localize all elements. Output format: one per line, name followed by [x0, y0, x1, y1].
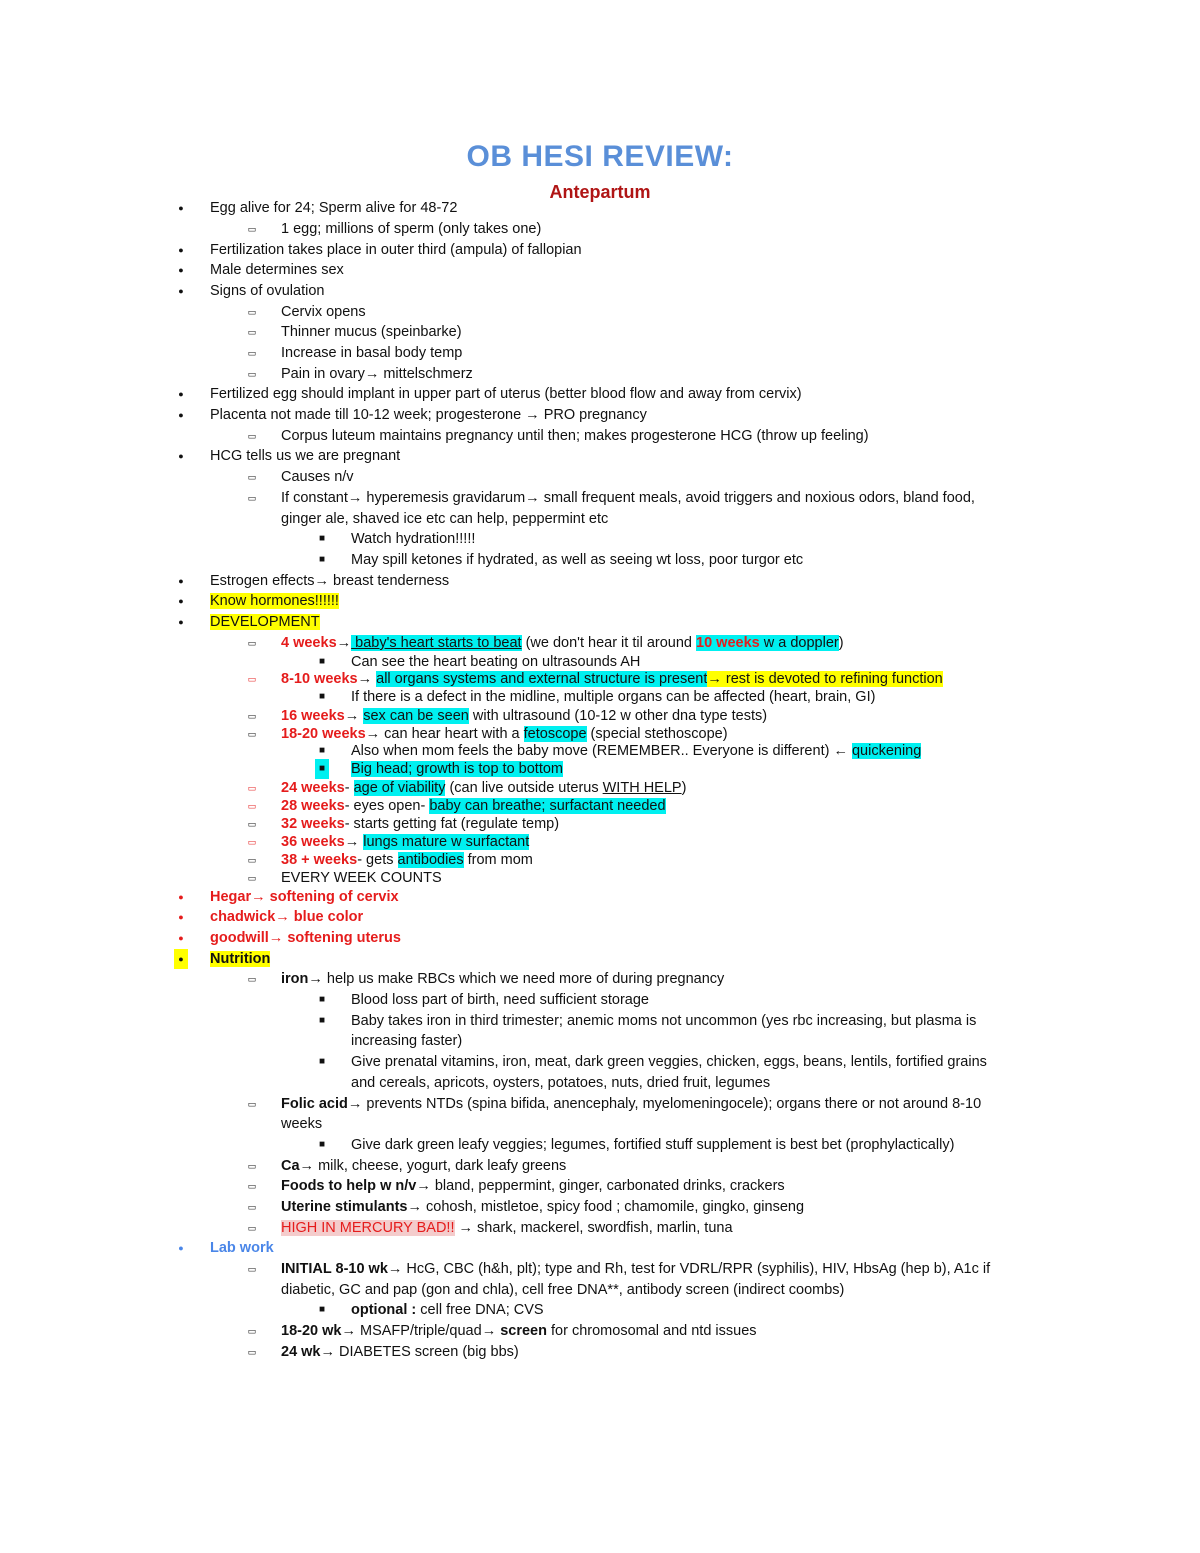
bullet-icon: ● [178, 245, 184, 255]
list-item [210, 446, 400, 466]
list-item [210, 240, 582, 260]
list-item-text: 16 weeks [281, 708, 345, 724]
list-item [210, 928, 401, 948]
list-item [281, 488, 975, 508]
list-item [281, 778, 686, 798]
list-item-text: diabetic, GC and pap (gon and chla), cell free DNA**, antibody screen (indirect coombs) [281, 1282, 845, 1298]
bullet-icon: ▭ [247, 472, 257, 482]
list-item-text: 4 weeks [281, 635, 337, 651]
bullet-icon: ■ [315, 759, 329, 779]
bullet-icon: ▭ [247, 1099, 257, 1109]
document-subtitle: Antepartum [549, 182, 651, 202]
list-item-text: Signs of ovulation [210, 283, 325, 299]
list-item [281, 706, 767, 726]
list-item-text: Lab work [210, 1240, 274, 1256]
bullet-icon: ● [174, 949, 188, 969]
list-item-text: ginger ale, shaved ice etc can help, peppermint etc [281, 511, 609, 527]
list-item-text: → [344, 708, 364, 724]
list-item-text: HCG tells us we are pregnant [210, 448, 401, 464]
list-item-text: 24 wk [281, 1344, 321, 1360]
bullet-icon: ● [178, 912, 184, 922]
list-item-text: Can see the heart beating on ultrasounds AH [351, 654, 641, 670]
bullet-icon: ■ [318, 1304, 326, 1315]
bullet-icon: ▭ [247, 819, 257, 829]
bullet-icon: ■ [318, 745, 326, 756]
list-item-text: 38 + weeks [281, 852, 358, 868]
list-item-text: Ca [281, 1158, 300, 1174]
list-item-text: w a doppler [759, 635, 839, 651]
list-item-text: Causes n/v [281, 469, 354, 485]
list-item [281, 633, 844, 653]
bullet-icon: ▭ [247, 327, 257, 337]
list-item-text: May spill ketones if hydrated, as well as seeing wt loss, poor turgor etc [351, 552, 804, 568]
list-item [281, 364, 473, 384]
list-item-text: If constant→ hyperemesis gravidarum→ small frequent meals, avoid triggers and noxious odors, bland food, [281, 490, 975, 506]
list-item-text: Know hormones!!!!!! [210, 593, 339, 609]
list-item-text: Watch hydration!!!!! [351, 531, 476, 547]
list-item-text: lungs mature w surfactant [363, 834, 530, 850]
bullet-icon: ● [178, 451, 184, 461]
bullet-icon: ▭ [247, 307, 257, 317]
list-item-text: Thinner mucus (speinbarke) [281, 324, 462, 340]
list-item [351, 1073, 770, 1093]
list-item-text: 36 weeks [281, 834, 345, 850]
bullet-icon: ■ [318, 994, 326, 1005]
bullet-icon: ▭ [247, 729, 257, 739]
list-item [210, 384, 802, 404]
bullet-icon: ▭ [247, 1347, 257, 1357]
list-item-text: → HcG, CBC (h&h, plt); type and Rh, test for VDRL/RPR (syphilis), HIV, HbsAg (hep b), A1c if [387, 1261, 991, 1277]
bullet-icon: ■ [318, 1139, 326, 1150]
list-item [281, 322, 462, 342]
list-item [210, 591, 339, 611]
list-item [210, 612, 320, 632]
list-item [351, 1031, 462, 1051]
list-item-text: HIGH IN MERCURY BAD!! [281, 1220, 455, 1236]
list-item-text: all organs systems and external structure is present [376, 671, 708, 687]
list-item [281, 1176, 785, 1196]
bullet-icon: ■ [318, 533, 326, 544]
bullet-icon: ■ [318, 691, 326, 702]
list-item-text: with ultrasound (10-12 w other dna type tests) [468, 708, 768, 724]
list-item-text: 18-20 wk [281, 1323, 342, 1339]
list-item-text: Big head; growth is top to bottom [351, 761, 563, 777]
list-item-text: - eyes open- [344, 798, 430, 814]
document-title: OB HESI REVIEW: [466, 140, 734, 173]
list-item-text: Hegar→ softening of cervix [210, 889, 399, 905]
bullet-icon: ▭ [247, 1202, 257, 1212]
list-item-text: Placenta not made till 10-12 week; progesterone → PRO pregnancy [210, 407, 647, 423]
list-item [351, 529, 475, 549]
list-item-text: INITIAL 8-10 wk [281, 1261, 388, 1277]
list-item [281, 343, 462, 363]
list-item [281, 1094, 981, 1114]
bullet-icon: ● [178, 596, 184, 606]
list-item-text: screen [500, 1323, 547, 1339]
list-item-text: Nutrition [210, 951, 271, 967]
bullet-icon: ▭ [247, 855, 257, 865]
bullet-icon: ● [178, 933, 184, 943]
bullet-icon: ▭ [247, 1161, 257, 1171]
list-item-text: 28 weeks [281, 798, 345, 814]
list-item-text: Folic acid [281, 1096, 348, 1112]
list-item-text: → shark, mackerel, swordfish, marlin, tuna [454, 1220, 733, 1236]
list-item-text: Cervix opens [281, 304, 366, 320]
list-item [210, 281, 324, 301]
bullet-icon: ● [178, 410, 184, 420]
list-item-text: WITH HELP [602, 780, 682, 796]
list-item [281, 796, 666, 816]
list-item [281, 302, 366, 322]
list-item [281, 1280, 844, 1300]
list-item-text: 24 weeks [281, 780, 345, 796]
list-item-text: → bland, peppermint, ginger, carbonated drinks, crackers [416, 1178, 785, 1194]
list-item-text: ) [681, 780, 687, 796]
bullet-icon: ■ [318, 1056, 326, 1067]
bullet-icon: ■ [318, 554, 326, 565]
list-item-text: quickening [851, 743, 922, 759]
list-item [281, 814, 559, 834]
bullet-icon: ● [178, 576, 184, 586]
bullet-icon: ● [178, 203, 184, 213]
bullet-icon: ● [178, 892, 184, 902]
list-item-text: Pain in ovary→ mittelschmerz [281, 366, 473, 382]
list-item [351, 1300, 544, 1320]
list-item-text: (can live outside uterus [445, 780, 603, 796]
list-item-text: and cereals, apricots, oysters, potatoes, nuts, dried fruit, legumes [351, 1075, 771, 1091]
list-item-text: Blood loss part of birth, need sufficient storage [351, 992, 649, 1008]
list-item [351, 741, 921, 761]
list-item [351, 550, 803, 570]
list-item [351, 687, 875, 707]
bullet-icon: ▭ [247, 974, 257, 984]
list-item-text: 32 weeks [281, 816, 345, 832]
list-item [210, 907, 363, 927]
list-item-text: antibodies [397, 852, 464, 868]
list-item-text: → rest is devoted to refining function [707, 671, 943, 687]
list-item-text: → [357, 671, 377, 687]
list-item-text: 10 weeks [696, 635, 760, 651]
list-item-text: → [336, 635, 352, 651]
list-item-text: Also when mom feels the baby move (REMEMBER.. Everyone is different) ← [351, 743, 852, 759]
list-item [281, 509, 608, 529]
list-item [281, 1197, 804, 1217]
list-item-text: Baby takes iron in third trimester; anemic moms not uncommon (yes rbc increasing, but plasma is [351, 1013, 977, 1029]
bullet-icon: ▭ [247, 1181, 257, 1191]
list-item-text: 18-20 weeks [281, 726, 366, 742]
list-item [210, 198, 457, 218]
list-item [210, 260, 344, 280]
list-item [281, 219, 541, 239]
list-item-text: increasing faster) [351, 1033, 463, 1049]
list-item [210, 1238, 274, 1258]
list-item [281, 832, 529, 852]
list-item-text: Fertilization takes place in outer third (ampula) of fallopian [210, 242, 582, 258]
bullet-icon: ▭ [247, 1326, 257, 1336]
bullet-icon: ● [178, 617, 184, 627]
list-item-text: Fertilized egg should implant in upper part of uterus (better blood flow and away from cervix) [210, 386, 802, 402]
list-item [281, 1218, 733, 1238]
list-item-text: - gets [357, 852, 398, 868]
list-item-text: Egg alive for 24; Sperm alive for 48-72 [210, 200, 458, 216]
list-item-text: baby can breathe; surfactant needed [429, 798, 666, 814]
list-item [351, 1011, 976, 1031]
list-item-text: ) [838, 635, 844, 651]
bullet-icon: ▭ [247, 837, 257, 847]
list-item-text: for chromosomal and ntd issues [546, 1323, 757, 1339]
list-item-text: (we don't hear it til around [521, 635, 697, 651]
list-item-text: - [344, 780, 354, 796]
list-item-text: iron [281, 971, 309, 987]
list-item-text: EVERY WEEK COUNTS [281, 870, 442, 886]
list-item-text: Corpus luteum maintains pregnancy until then; makes progesterone HCG (throw up feeling) [281, 428, 869, 444]
list-item-text: If there is a defect in the midline, multiple organs can be affected (heart, brain, GI) [351, 689, 876, 705]
bullet-icon: ■ [318, 656, 326, 667]
bullet-icon: ▭ [247, 873, 257, 883]
list-item-text: Give dark green leafy veggies; legumes, fortified stuff supplement is best bet (prophylactically) [351, 1137, 955, 1153]
list-item [281, 850, 533, 870]
bullet-icon: ■ [318, 1015, 326, 1026]
list-item-text: → DIABETES screen (big bbs) [320, 1344, 519, 1360]
bullet-icon: ▭ [247, 224, 257, 234]
list-item [210, 405, 647, 425]
list-item-text: Male determines sex [210, 262, 344, 278]
list-item-text: 1 egg; millions of sperm (only takes one) [281, 221, 542, 237]
list-item-text: goodwill→ softening uterus [210, 930, 401, 946]
list-item [281, 1259, 990, 1279]
list-item [281, 1321, 757, 1341]
list-item-text: → prevents NTDs (spina bifida, anencephaly, myelomeningocele); organs there or not around 8-10 [347, 1096, 982, 1112]
bullet-icon: ▭ [247, 1264, 257, 1274]
list-item [351, 1052, 987, 1072]
list-item-text: Estrogen effects→ breast tenderness [210, 573, 450, 589]
list-item-text: age of viability [353, 780, 446, 796]
list-item [281, 1114, 322, 1134]
bullet-icon: ▭ [247, 369, 257, 379]
bullet-icon: ▭ [247, 638, 257, 648]
list-item [351, 759, 563, 779]
list-item-text: Increase in basal body temp [281, 345, 463, 361]
bullet-icon: ▭ [247, 1223, 257, 1233]
list-item-text: Give prenatal vitamins, iron, meat, dark green veggies, chicken, eggs, beans, lentils, fortified grains [351, 1054, 987, 1070]
list-item-text: fetoscope [523, 726, 587, 742]
list-item [210, 887, 399, 907]
bullet-icon: ▭ [247, 783, 257, 793]
list-item [281, 467, 354, 487]
list-item-text: sex can be seen [363, 708, 469, 724]
list-item-text: → cohosh, mistletoe, spicy food ; chamomile, gingko, ginseng [407, 1199, 805, 1215]
list-item [281, 1342, 519, 1362]
list-item [281, 969, 724, 989]
list-item [281, 426, 869, 446]
list-item-text: cell free DNA; CVS [416, 1302, 544, 1318]
list-item [210, 571, 449, 591]
bullet-icon: ● [178, 389, 184, 399]
list-item [281, 868, 442, 888]
bullet-icon: ▭ [247, 431, 257, 441]
list-item [351, 990, 649, 1010]
list-item-text: → can hear heart with a [365, 726, 524, 742]
list-item-text: - starts getting fat (regulate temp) [344, 816, 560, 832]
list-item [351, 1135, 954, 1155]
list-item-text: Foods to help w n/v [281, 1178, 417, 1194]
list-item-text: (special stethoscope) [586, 726, 728, 742]
bullet-icon: ● [178, 1243, 184, 1253]
list-item [281, 669, 943, 689]
list-item-text: baby's heart starts to beat [351, 635, 522, 651]
list-item-text: → milk, cheese, yogurt, dark leafy greens [299, 1158, 567, 1174]
list-item-text: chadwick→ blue color [210, 909, 364, 925]
list-item [210, 949, 270, 969]
bullet-icon: ● [178, 286, 184, 296]
list-item [281, 1156, 566, 1176]
bullet-icon: ▭ [247, 348, 257, 358]
list-item-text: 8-10 weeks [281, 671, 358, 687]
list-item-text: → MSAFP/triple/quad→ [341, 1323, 501, 1339]
bullet-icon: ▭ [247, 493, 257, 503]
list-item-text: → help us make RBCs which we need more of during pregnancy [308, 971, 725, 987]
list-item-text: optional : [351, 1302, 417, 1318]
list-item-text: weeks [281, 1116, 323, 1132]
list-item-text: Uterine stimulants [281, 1199, 408, 1215]
list-item-text: → [344, 834, 364, 850]
bullet-icon: ▭ [247, 801, 257, 811]
list-item-text: DEVELOPMENT [210, 614, 320, 630]
list-item-text: from mom [463, 852, 533, 868]
bullet-icon: ▭ [247, 674, 257, 684]
bullet-icon: ● [178, 265, 184, 275]
bullet-icon: ▭ [247, 711, 257, 721]
